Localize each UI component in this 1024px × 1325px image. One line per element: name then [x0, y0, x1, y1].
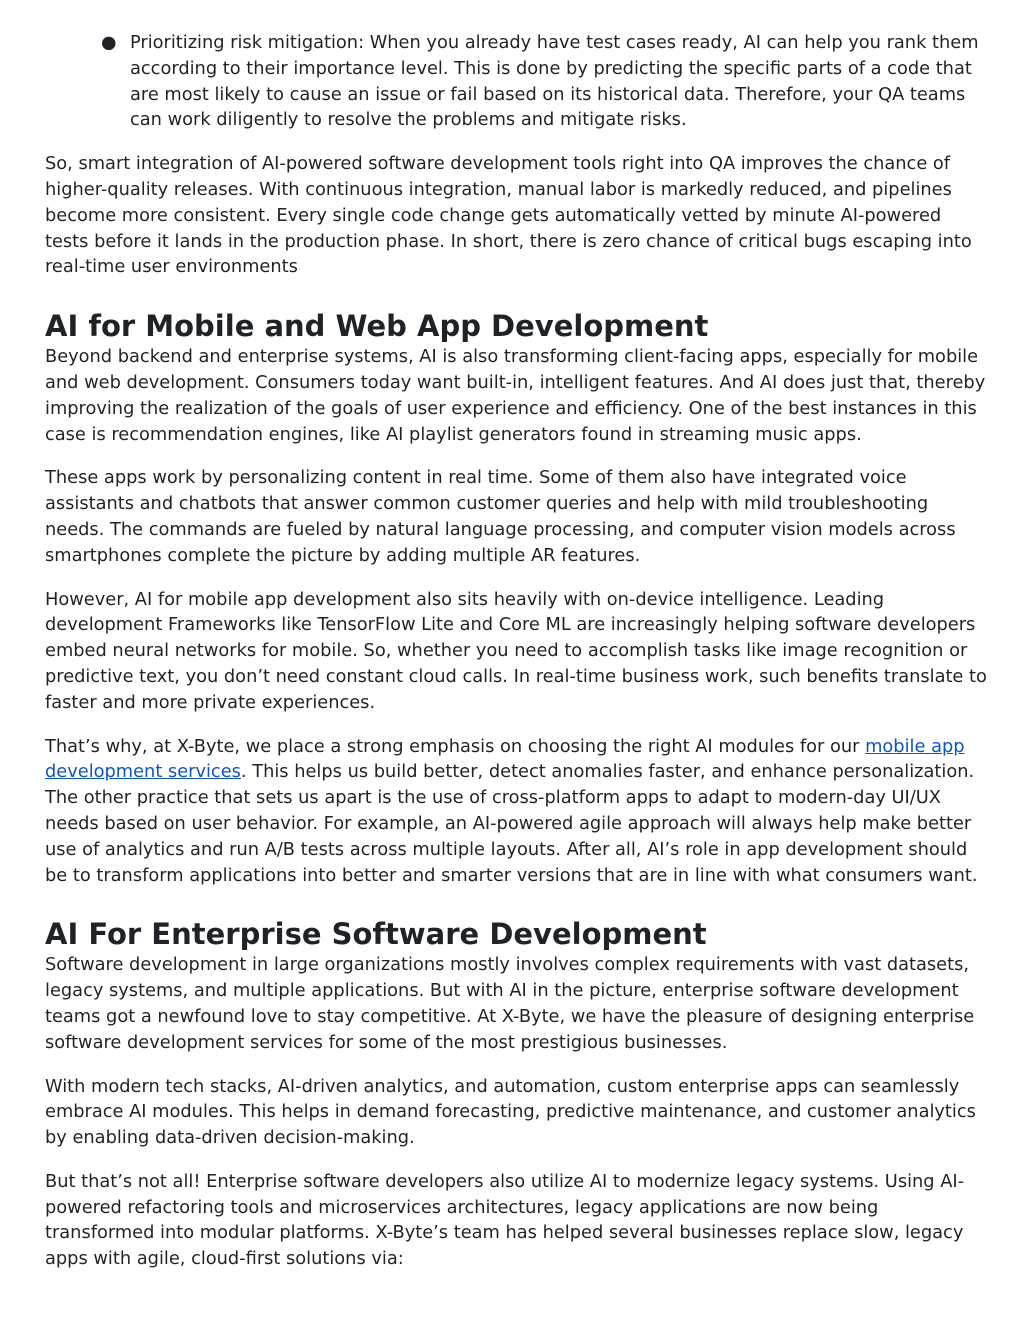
section-heading-enterprise: AI For Enterprise Software Development	[45, 917, 707, 952]
risk-list	[45, 30, 990, 133]
enterprise-paragraph-2: With modern tech stacks, AI-driven analytics, and automation, custom enterprise apps can seamlessly embrace AI modules. This helps in demand forecasting, predictive maintenance, and customer analytics by enabling data-driven decision-making.	[45, 1075, 976, 1149]
section-heading-mobile: AI for Mobile and Web App Development	[45, 309, 709, 344]
mobile-paragraph-2: These apps work by personalizing content in real time. Some of them also have integrated voice assistants and chatbots that answer common customer queries and help with mild troubleshooting needs. The commands are fueled by natural language processing, and computer vision models across smartphones complete the picture by adding multiple AR features.	[45, 467, 956, 566]
mobile-app-development-services-link[interactable]: mobile app development services	[45, 735, 965, 783]
mobile-paragraph-1: Beyond backend and enterprise systems, AI is also transforming client-facing apps, especially for mobile and web development. Consumers today want built-in, intelligent features. And AI does just that, thereby improving the realization of the goals of user experience and efficiency. One of the best instances in this case is recommendation engines, like AI playlist generators found in streaming music apps.	[45, 346, 986, 445]
list-item-text: Prioritizing risk mitigation: When you already have test cases ready, AI can help you rank them according to their importance level. This is done by predicting the specific parts of a code that are most likely to cause an issue or fail based on its historical data. Therefore, your QA teams can work diligently to resolve the problems and mitigate risks.	[130, 32, 979, 131]
enterprise-paragraph-3: But that’s not all! Enterprise software developers also utilize AI to modernize legacy systems. Using AI-powered refactoring tools and microservices architectures, legacy applications are now being transformed into modular platforms. X-Byte’s team has helped several businesses replace slow, legacy apps with agile, cloud-first solutions via:	[45, 1170, 965, 1270]
article-body	[45, 30, 990, 1290]
enterprise-paragraph-1: Software development in large organizations mostly involves complex requirements with vast datasets, legacy systems, and multiple applications. But with AI in the picture, enterprise software development teams got a newfound love to stay competitive. At X-Byte, we have the pleasure of designing enterprise software development services for some of the most prestigious businesses.	[45, 954, 975, 1053]
mobile-paragraph-4	[45, 734, 990, 889]
bullet-icon: ●	[101, 32, 117, 53]
paragraph-text: . This helps us build better, detect anomalies faster, and enhance personalization. The other practice that sets us apart is the use of cross-platform apps to adapt to modern-day UI/UX needs based on user behavior. For example, an AI-powered agile approach will always help make better use of analytics and run A/B tests across multiple layouts. After all, AI’s role in app development should be to transform applications into better and smarter versions that are in line with what consumers want.	[45, 761, 978, 886]
list-item	[45, 30, 990, 133]
paragraph-text: That’s why, at X-Byte, we place a strong emphasis on choosing the right AI modules for our	[45, 735, 866, 757]
mobile-paragraph-3: However, AI for mobile app development also sits heavily with on-device intelligence. Leading development Frameworks like TensorFlow Lite and Core ML are increasingly helping software developers embed neural networks for mobile. So, whether you need to accomplish tasks like image recognition or predictive text, you don’t need constant cloud calls. In real-time business work, such benefits translate to faster and more private experiences.	[45, 588, 987, 713]
qa-summary-paragraph: So, smart integration of AI-powered software development tools right into QA improves the chance of higher-quality releases. With continuous integration, manual labor is markedly reduced, and pipelines become more consistent. Every single code change gets automatically vetted by minute AI-powered tests before it lands in the production phase. In short, there is zero chance of critical bugs escaping into real-time user environments	[45, 153, 972, 278]
